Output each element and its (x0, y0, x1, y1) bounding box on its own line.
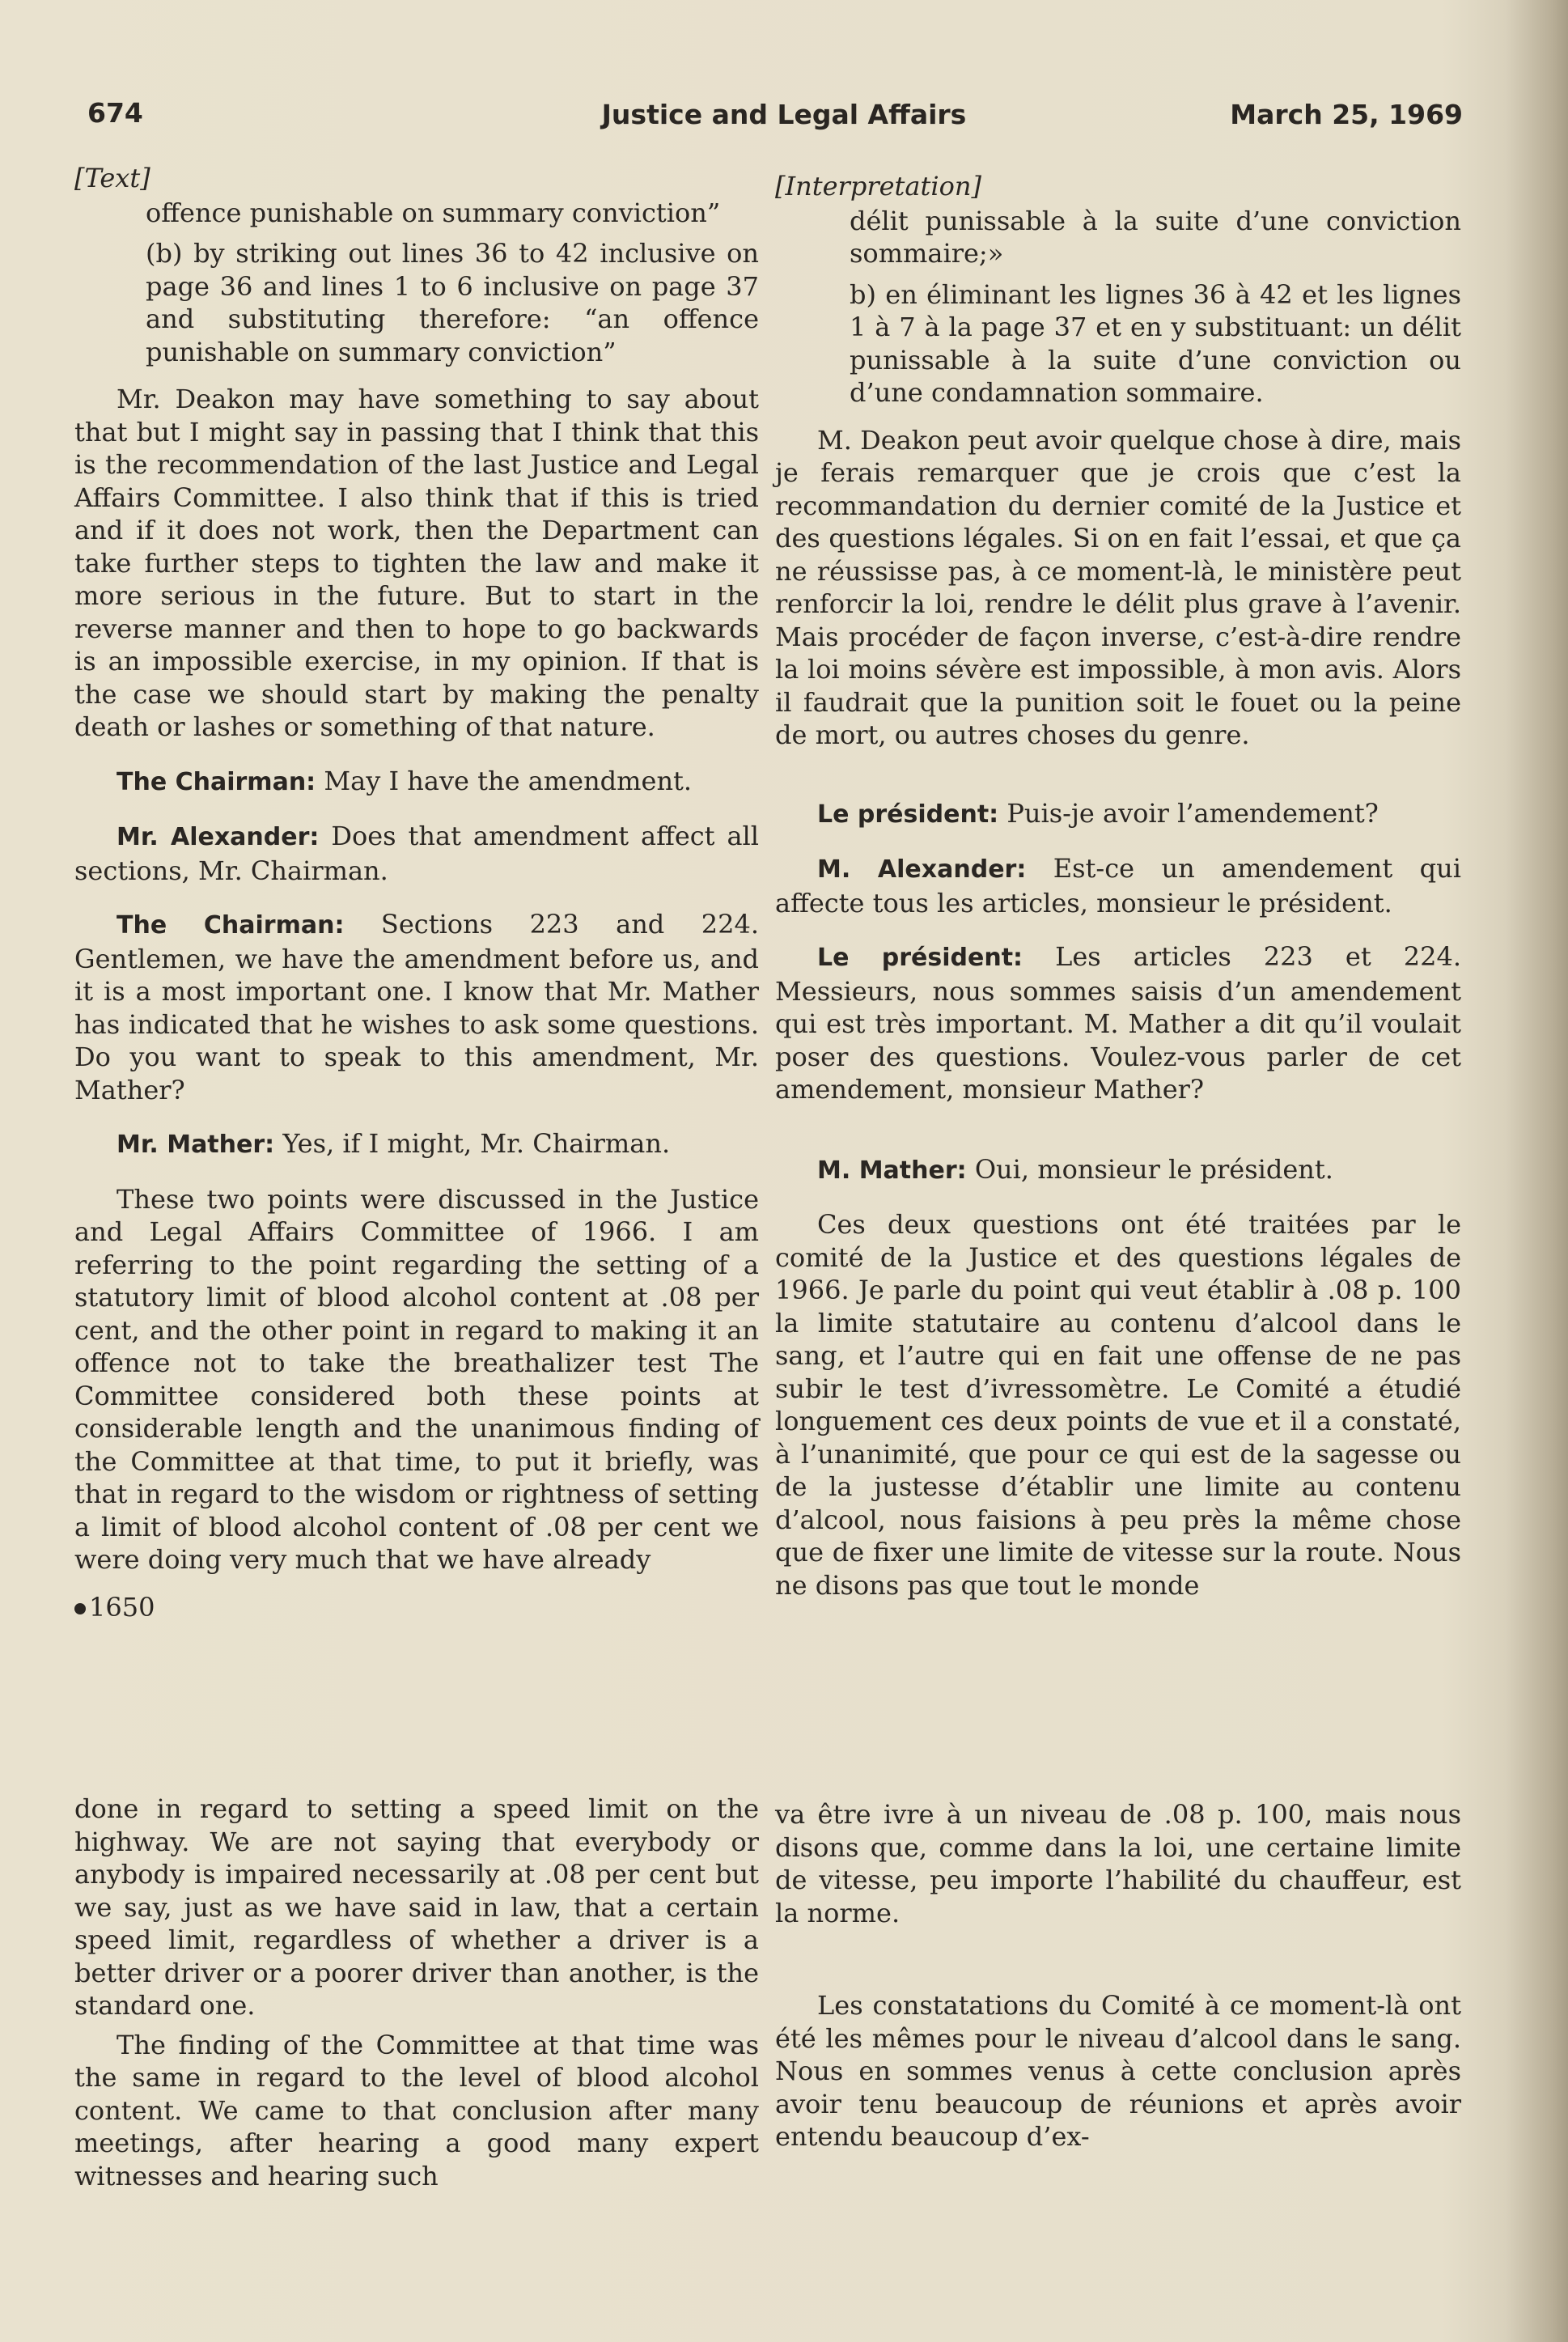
speech-text: Les articles 223 et 224. Messieurs, nous sommes saisis d’un amendement qui est très important. M. Mather a dit qu’il voulait poser des questions. Voulez-vous parler de cet amendement, monsieur Mather? (775, 941, 1462, 1105)
paragraph: Mr. Deakon may have something to say about that but I might say in passing that I think that this is the recommendation of the last Justice and Legal Affairs Committee. I also think that if this is tried and if it does not work, then the Department can take further steps to tighten the law and make it more serious in the future. But to start in the reverse manner and then to hope to go backwards is an impossible exercise, in my opinion. If that is the case we should start by making the penalty death or lashes or something of that nature. (74, 384, 759, 742)
quoted-amendment-b: b) en éliminant les lignes 36 à 42 et les lignes 1 à 7 à la page 37 et en y substituant: un délit punissable à la suite d’une conviction ou d’une condamnation sommaire. (850, 278, 1461, 408)
running-title: Justice and Legal Affairs (601, 99, 967, 130)
speaker-turn (775, 852, 1461, 919)
paragraph: The finding of the Committee at that time was the same in regard to the level of blood alcohol content. We came to that conclusion after many meetings, after hearing a good many expert witnesses and hearing such (74, 2029, 759, 2191)
page-header (0, 97, 1568, 146)
paragraph: M. Deakon peut avoir quelque chose à dire, mais je ferais remarquer que je crois que c’est la recommandation du dernier comité de la Justice et des questions légales. Si on en fait l’essai, et que ça ne réussisse pas, à ce moment-là, le ministère peut renforcir la loi, rendre le délit plus grave à l’avenir. Mais procéder de façon inverse, c’est-à-dire rendre la loi moins sévère est impossible, à mon avis. Alors il faudrait que la punition soit le fouet ou la peine de mort, ou autres choses du genre. (775, 424, 1461, 750)
speech-text: Puis-je avoir l’amendement? (998, 797, 1379, 829)
english-column (74, 162, 759, 1623)
english-column-continued (74, 1793, 759, 2192)
speech-text: Yes, if I might, Mr. Chairman. (274, 1128, 671, 1159)
speech-text: Oui, monsieur le président. (966, 1153, 1333, 1185)
quoted-amendment-a: délit punissable à la suite d’une conviction sommaire;» (850, 205, 1461, 269)
speaker-name: The Chairman: (117, 767, 316, 796)
speaker-turn (775, 797, 1461, 832)
speaker-turn (74, 908, 759, 1106)
interpretation-label: [Interpretation] (775, 171, 981, 202)
page-number: 674 (87, 97, 143, 129)
speech-text: Est-ce un amendement qui affecte tous les articles, monsieur le président. (775, 853, 1462, 919)
speaker-turn (775, 940, 1461, 1106)
bullet-icon (74, 1603, 86, 1614)
speech-text: Does that amendment affect all sections, Mr. Chairman. (74, 821, 760, 886)
paragraph: Les constatations du Comité à ce moment-là ont été les mêmes pour le niveau d’alcool dans le sang. Nous en sommes venus à cette conclusion après avoir tenu beaucoup de réunions et après avoir entendu beaucoup d’ex- (775, 1990, 1461, 2152)
text-label: [Text] (74, 163, 150, 193)
speaker-name: Le président: (817, 944, 1023, 972)
speech-text: Sections 223 and 224. Gentlemen, we have the amendment before us, and it is a most important one. I know that Mr. Mather has indicated that he wishes to ask some questions. Do you want to speak to this amendment, Mr. Mather? (74, 909, 760, 1105)
paragraph: Ces deux questions ont été traitées par le comité de la Justice et des questions légales de 1966. Je parle du point qui veut établir à .08 p. 100 la limite statutaire au contenu d’alcool dans le sang, et l’autre qui en fait une offense de ne pas subir le test d’ivressomètre. Le Comité a étudié longuement ces deux points de vue et il a constaté, à l’unanimité, que pour ce qui est de la sagesse ou de la justesse d’établir une limite au contenu d’alcool, nous faisions à peu près la même chose que de fixer une limite de vitesse sur la route. Nous ne disons pas que tout le monde (775, 1209, 1461, 1601)
speaker-name: Le président: (817, 800, 999, 829)
speaker-turn (74, 820, 759, 887)
time-marker (74, 1591, 759, 1624)
speaker-name: Mr. Alexander: (117, 823, 320, 851)
speaker-name: The Chairman: (117, 911, 345, 940)
quoted-amendment-a: offence punishable on summary conviction” (146, 197, 721, 228)
speaker-name: M. Mather: (817, 1156, 967, 1185)
speaker-name: M. Alexander: (817, 855, 1027, 884)
french-column (775, 170, 1461, 1602)
speaker-turn (74, 765, 759, 800)
speaker-name: Mr. Mather: (117, 1131, 275, 1159)
quoted-amendment-b: (b) by striking out lines 36 to 42 inclusive on page 36 and lines 1 to 6 inclusive on page 37 and substituting therefore: “an offence punishable on summary conviction” (146, 238, 759, 367)
speaker-turn (74, 1127, 759, 1162)
french-column-continued (775, 1798, 1461, 2153)
speech-text: May I have the amendment. (316, 765, 693, 796)
paragraph: These two points were discussed in the Justice and Legal Affairs Committee of 1966. I am referring to the point regarding the setting of a statutory limit of blood alcohol content at .08 per cent, and the other point in regard to making it an offence not to take the breathalizer test The Committee considered both these points at considerable length and the unanimous finding of the Committee at that time, to put it briefly, was that in regard to the wisdom or rightness of setting a limit of blood alcohol content of .08 per cent we were doing very much that we have already (74, 1183, 759, 1575)
page-date: March 25, 1969 (1230, 99, 1463, 130)
speaker-turn (775, 1153, 1461, 1188)
paragraph: done in regard to setting a speed limit on the highway. We are not saying that everybody or anybody is impaired necessarily at .08 per cent but we say, just as we have said in law, that a certain speed limit, regardless of whether a driver is a better driver or a poorer driver than another, is the standard one. (74, 1793, 759, 2021)
paragraph: va être ivre à un niveau de .08 p. 100, mais nous disons que, comme dans la loi, une certaine limite de vitesse, peu importe l’habilité du chauffeur, est la norme. (775, 1799, 1461, 1928)
time-marker-text: 1650 (89, 1591, 155, 1623)
